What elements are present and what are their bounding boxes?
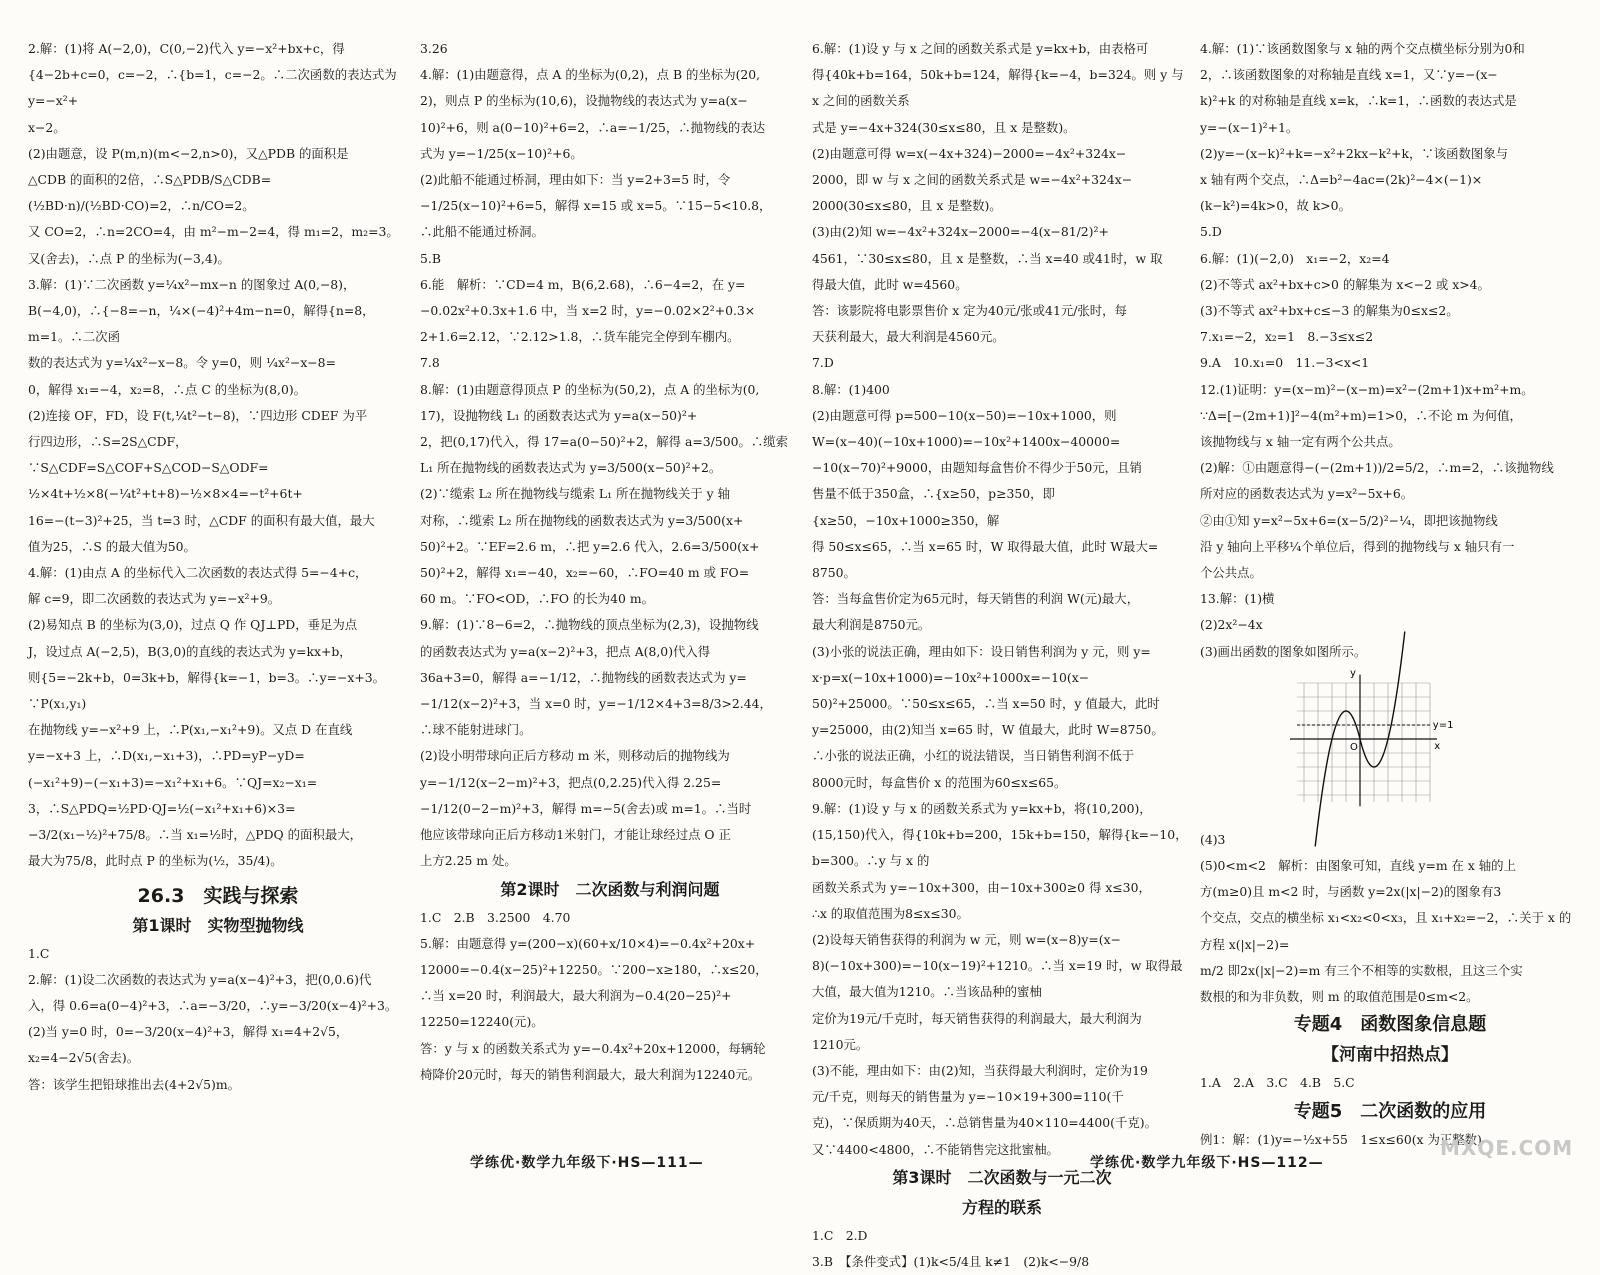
answer-line: 10)²+6，则 a(0−10)²+6=2，∴a=−1/25，∴抛物线的表达 (420, 119, 766, 135)
answer-line: 6.解：(1)设 y 与 x 之间的函数关系式是 y=kx+b，由表格可 (812, 41, 1149, 56)
answer-line: 1.C 2.D (812, 1227, 868, 1243)
section-heading: 专题4 函数图象信息题 (1293, 1014, 1487, 1036)
answer-line: (15,150)代入，得{10k+b=200，15k+b=150，解得{k=−10，b=300。∴y 与 x 的 (812, 827, 1188, 869)
answer-line: 1.A 2.A 3.C 4.B 5.C (1200, 1075, 1355, 1091)
answer-line: 上方2.25 m 处。 (420, 853, 517, 869)
answer-line: (3)不能，理由如下：由(2)知，当获得最大利润时，定价为19 (812, 1062, 1148, 1078)
answer-line: 2)，则点 P 的坐标为(10,6)，设抛物线的表达式为 y=a(x− (420, 93, 748, 109)
answer-line: B(−4,0)，∴{−8=−n，¼×(−4)²+4m−n=0，解得{n=8，m=1。∴二次函 (28, 303, 375, 345)
answer-line: W=(x−40)(−10x+1000)=−10x²+1400x−40000= (812, 434, 1121, 450)
answer-line: ∵Δ=[−(2m+1)]²−4(m²+m)=1>0，∴不论 m 为何值， (1200, 407, 1522, 423)
answer-line: 最大为75/8，此时点 P 的坐标为(½，35/4)。 (28, 853, 283, 869)
answer-line: 4.解：(1)由点 A 的坐标代入二次函数的表达式得 5=−4+c， (28, 565, 368, 581)
answer-line: 8.解：(1)由题意得顶点 P 的坐标为(50,2)，点 A 的坐标为(0, (420, 381, 760, 397)
answer-line: 8750。 (812, 565, 856, 581)
answer-line: 2，把(0,17)代入，得 17=a(0−50)²+2，解得 a=3/500。∴缆索 (420, 434, 789, 450)
answer-line: (3)由(2)知 w=−4x²+324x−2000=−4(x−81/2)²+ (812, 224, 1109, 240)
answer-line: (3)画出函数的图象如图所示。 (1200, 643, 1367, 659)
graph-y-label: y (1350, 667, 1356, 679)
answer-line: −10(x−70)²+9000，由题知每盒售价不得少于50元，且销 (812, 460, 1142, 476)
answer-line: (2)∵缆索 L₂ 所在抛物线与缆索 L₁ 所在抛物线关于 y 轴 (420, 486, 730, 502)
answer-line: 3，∴S△PDQ=½PD·QJ=½(−x₁²+x₁+6)×3= (28, 800, 296, 816)
answer-line: 4.解：(1)∵该函数图象与 x 轴的两个交点横坐标分别为0和 (1200, 41, 1525, 56)
answer-line: 0，解得 x₁=−4，x₂=8，∴点 C 的坐标为(8,0)。 (28, 381, 307, 397)
answer-line: 5.解：由题意得 y=(200−x)(60+x/10×4)=−0.4x²+20x+ (420, 935, 756, 951)
answer-line: (k−k²)=4k>0，故 k>0。 (1200, 198, 1351, 214)
answer-line: 在抛物线 y=−x²+9 上，∴P(x₁,−x₁²+9)。又点 D 在直线 (28, 722, 353, 738)
graph-line-label: y=1 (1432, 719, 1454, 731)
answer-line: 3.B 【条件变式】(1)k<5/4且 k≠1 (2)k<−9/8 (812, 1253, 1090, 1269)
answer-line: 式为 y=−1/25(x−10)²+6。 (420, 145, 583, 161)
section-heading: 【河南中招热点】 (1322, 1045, 1458, 1066)
answer-line: 1.C (28, 945, 50, 961)
answer-line: (2)由题意可得 w=x(−4x+324)−2000=−4x²+324x− (812, 145, 1127, 161)
watermark: MXQE.COM (1440, 1136, 1574, 1160)
answer-line: 他应该带球向正后方移动1米射门，才能让球经过点 O 正 (420, 827, 731, 843)
answer-line: (5)0<m<2 解析：由图象可知，直线 y=m 在 x 轴的上 (1200, 858, 1516, 874)
answer-line: 6.解：(1)(−2,0) x₁=−2，x₂=4 (1200, 250, 1390, 266)
section-heading: 第3课时 二次函数与一元二次 (892, 1167, 1112, 1187)
answer-line: 椅降价20元时，每天的销售利润最大，最大利润为12240元。 (420, 1066, 761, 1082)
answer-line: 数的表达式为 y=¼x²−x−8。令 y=0，则 ¼x²−x−8= (28, 355, 336, 371)
answer-line: 值为25，∴S 的最大值为50。 (28, 538, 196, 554)
answer-line: 又(舍去)，∴点 P 的坐标为(−3,4)。 (28, 250, 230, 266)
answer-line: 个交点，交点的横坐标 x₁<x₂<0<x₃，且 x₁+x₂=−2，∴关于 x 的方程 x(|x|−2)= (1200, 910, 1572, 952)
answer-line: 9.A 10.x₁=0 11.−3<x<1 (1200, 355, 1370, 371)
answer-line: 入，得 0.6=a(0−4)²+3，∴a=−3/20，∴y=−3/20(x−4)²+3。 (28, 997, 398, 1013)
answer-line: 得最大值，此时 w=4560。 (812, 276, 968, 292)
answer-line: 7.x₁=−2，x₂=1 8.−3≤x≤2 (1200, 329, 1374, 345)
answer-line: x 轴有两个交点，∴Δ=b²−4ac=(2k)²−4×(−1)× (1200, 172, 1483, 188)
answer-line: 得 50≤x≤65，∴当 x=65 时，W 取得最大值，此时 W最大= (812, 538, 1159, 554)
answer-line: 又∵4400<4800，∴不能销售完这批蜜柚。 (812, 1141, 1059, 1157)
answer-line: 所对应的函数表达式为 y=x²−5x+6。 (1200, 486, 1414, 502)
answer-line: 对称，∴缆索 L₂ 所在抛物线的函数表达式为 y=3/500(x+ (420, 512, 744, 528)
answer-line: k)²+k 的对称轴是直线 x=k，∴k=1，∴函数的表达式是 (1200, 93, 1517, 109)
answer-line: 50)²+25000。∵50≤x≤65，∴当 x=50 时，y 值最大，此时 (812, 696, 1160, 712)
function-graph (1280, 667, 1470, 821)
answer-line: 12250=12240(元)。 (420, 1014, 544, 1030)
answer-line: ∴此船不能通过桥洞。 (420, 224, 544, 240)
answer-line: 售量不低于350盒，∴{x≥50，p≥350，即{x≥50，−10x+1000≥350，解 (812, 486, 1055, 528)
answer-line: J，设过点 A(−2,5)，B(3,0)的直线的表达式为 y=kx+b， (28, 643, 352, 659)
page-footer-right: 学练优·数学九年级下·HS—112— (1090, 1155, 1324, 1171)
answer-line: ②由①知 y=x²−5x+6=(x−5/2)²−¼，即把该抛物线 (1200, 512, 1498, 528)
answer-line: 7.8 (420, 355, 440, 371)
answer-line: 4561，∵30≤x≤80，且 x 是整数，∴当 x=40 或41时，w 取 (812, 250, 1163, 266)
answer-line: 2000(30≤x≤80，且 x 是整数)。 (812, 198, 1002, 214)
answer-line: 定价为19元/千克时，每天销售获得的利润最大，最大利润为 (812, 1010, 1142, 1026)
answer-line: 答：该影院将电影票售价 x 定为40元/张或41元/张时，每 (812, 303, 1127, 319)
answer-line: y=−1/12(x−2−m)²+3，把点(0,2.25)代入得 2.25= (420, 774, 722, 790)
answer-line: −3/2(x₁−½)²+75/8。∴当 x₁=½时，△PDQ 的面积最大， (28, 827, 362, 843)
answer-line: (2)y=−(x−k)²+k=−x²+2kx−k²+k，∵该函数图象与 (1200, 145, 1509, 161)
answer-line: 方(m≥0)且 m<2 时，与函数 y=2x(|x|−2)的图象有3 (1200, 884, 1502, 900)
section-heading: 专题5 二次函数的应用 (1293, 1100, 1487, 1122)
answer-line: ∴小张的说法正确，小红的说法错误，当日销售利润不低于 (812, 748, 1135, 764)
graph-origin-label: O (1350, 741, 1358, 753)
answer-line: 2+1.6=2.12，∵2.12>1.8，∴货车能完全停到车棚内。 (420, 329, 740, 345)
answer-line: 元/千克，则每天的销售量为 y=−10×19+300=110(千 (812, 1089, 1124, 1105)
answer-line: 5.B (420, 250, 441, 266)
answer-line: 60 m。∵FO<OD，∴FO 的长为40 m。 (420, 591, 654, 607)
answer-line: ∴当 x=20 时，利润最大，最大利润为−0.4(20−25)²+ (420, 988, 732, 1004)
answer-line: (2)当 y=0 时，0=−3/20(x−4)²+3，解得 x₁=4+2√5， (28, 1024, 349, 1040)
answer-line: ∴球不能射进球门。 (420, 722, 532, 738)
answer-line: m/2 即2x(|x|−2)=m 有三个不相等的实数根，且这三个实 (1200, 962, 1523, 978)
answer-line: 函数关系式为 y=−10x+300，由−10x+300≥0 得 x≤30， (812, 879, 1151, 895)
answer-line: −1/12(x−2)²+3，当 x=0 时，y=−1/12×4+3=8/3>2.44， (420, 696, 772, 712)
answer-line: ½×4t+½×8(−¼t²+t+8)−½×8×4=−t²+6t+ (28, 486, 303, 502)
answer-line: −0.02x²+0.3x+1.6 中，当 x=2 时，y=−0.02×2²+0.3× (420, 303, 756, 319)
answer-line: 16=−(t−3)²+25，当 t=3 时，△CDF 的面积有最大值，最大 (28, 512, 375, 528)
section-heading: 方程的联系 (961, 1197, 1042, 1217)
answer-line: 8000元时，每盒售价 x 的范围为60≤x≤65。 (812, 774, 1067, 790)
answer-line: 2.解：(1)将 A(−2,0)，C(0,−2)代入 y=−x²+bx+c，得 (28, 41, 345, 56)
answer-column-3 (812, 36, 1192, 1269)
answer-line: (2)解：①由题意得−(−(2m+1))/2=5/2，∴m=2，∴该抛物线 (1200, 460, 1554, 476)
answer-line: (2)不等式 ax²+bx+c>0 的解集为 x<−2 或 x>4。 (1200, 276, 1490, 292)
section-heading: 第1课时 实物型抛物线 (132, 915, 304, 935)
answer-line: 该抛物线与 x 轴一定有两个公共点。 (1200, 434, 1401, 450)
answer-line: 8)(−10x+300)=−10(x−19)²+1210。∴当 x=19 时，w 取得最大值，最大值为1210。∴当该品种的蜜柚 (812, 958, 1183, 1000)
answer-column-1 (28, 36, 408, 1108)
answer-line: (2)此船不能通过桥洞，理由如下：当 y=2+3=5 时，令 (420, 172, 731, 188)
answer-line: 解 c=9，即二次函数的表达式为 y=−x²+9。 (28, 591, 281, 607)
answer-line: 36a+3=0，解得 a=−1/12，∴抛物线的函数表达式为 y= (420, 669, 747, 685)
answer-line: 行四边形，∴S=2S△CDF，∵S△CDF=S△COF+S△COD−S△ODF= (28, 434, 269, 476)
answer-line: −1/25(x−10)²+6=5，解得 x=15 或 x=5。∵15−5<10.8， (420, 198, 772, 214)
answer-line: 2.解：(1)设二次函数的表达式为 y=a(x−4)²+3，把(0,0.6)代 (28, 971, 372, 987)
answer-line: (2)设小明带球向正后方移动 m 米，则移动后的抛物线为 (420, 748, 730, 764)
graph-x-label: x (1434, 740, 1441, 752)
answer-line: 答：当每盒售价定为65元时，每天销售的利润 W(元)最大， (812, 591, 1140, 607)
answer-line: 天获利最大，最大利润是4560元。 (812, 329, 1005, 345)
answer-line: 的函数表达式为 y=a(x−2)²+3，把点 A(8,0)代入得 (420, 643, 711, 659)
answer-line: 50)²+2。∵EF=2.6 m，∴把 y=2.6 代入，2.6=3/500(x+ (420, 538, 760, 554)
answer-line: (2)连接 OF，FD，设 F(t,¼t²−t−8)，∵四边形 CDEF 为平 (28, 407, 368, 423)
answer-line: 3.解：(1)∵二次函数 y=¼x²−mx−n 的图象过 A(0,−8)， (28, 276, 356, 292)
answer-line: {4−2b+c=0，c=−2，∴{b=1，c=−2。∴二次函数的表达式为 y=−x²+ (28, 67, 397, 109)
answer-line: (2)设每天销售获得的利润为 w 元，则 w=(x−8)y=(x− (812, 931, 1121, 947)
answer-line: 50)²+2，解得 x₁=−40，x₂=−60，∴FO=40 m 或 FO= (420, 565, 750, 581)
answer-line: −1/12(0−2−m)²+3，解得 m=−5(舍去)或 m=1。∴当时 (420, 800, 752, 816)
answer-line: 9.解：(1)∵8−6=2，∴抛物线的顶点坐标为(2,3)，设抛物线 (420, 617, 759, 633)
answer-line: (2)由题意，设 P(m,n)(m<−2,n>0)，又△PDB 的面积是 (28, 145, 349, 161)
answer-line: y=−(x−1)²+1。 (1200, 119, 1299, 135)
answer-line: 数根的和为非负数，则 m 的取值范围是0≤m<2。 (1200, 989, 1479, 1005)
answer-line: (−x₁²+9)−(−x₁+3)=−x₁²+x₁+6。∵QJ=x₂−x₁= (28, 774, 318, 790)
answer-line: 9.解：(1)设 y 与 x 的函数关系式为 y=kx+b，将(10,200)， (812, 800, 1152, 816)
answer-line: y=−x+3 上，∴D(x₁,−x₁+3)，∴PD=yP−yD= (28, 748, 305, 764)
answer-line: 例1：解：(1)y=−½x+55 1≤x≤60(x 为正整数) (1200, 1131, 1482, 1147)
answer-line: ∴x 的取值范围为8≤x≤30。 (812, 905, 969, 921)
answer-line: x−2。 (28, 119, 66, 135)
answer-line: 最大利润是8750元。 (812, 617, 931, 633)
answer-line: (4)3 (1200, 831, 1226, 847)
answer-column-4 (1200, 36, 1580, 1147)
answer-line: 12.(1)证明：y=(x−m)²−(x−m)=x²−(2m+1)x+m²+m。 (1200, 381, 1534, 397)
answer-line: 5.D (1200, 224, 1222, 240)
answer-line: x·p=x(−10x+1000)=−10x²+1000x=−10(x− (812, 669, 1090, 685)
answer-column-2 (420, 36, 800, 1108)
answer-line: (3)不等式 ax²+bx+c≤−3 的解集为0≤x≤2。 (1200, 303, 1459, 319)
answer-line: 1.C 2.B 3.2500 4.70 (420, 909, 571, 925)
answer-line: 7.D (812, 355, 834, 371)
answer-line: 式是 y=−4x+324(30≤x≤80，且 x 是整数)。 (812, 119, 1076, 135)
answer-line: 答：该学生把铅球推出去(4+2√5)m。 (28, 1076, 241, 1092)
answer-line: 4.解：(1)由题意得，点 A 的坐标为(0,2)，点 B 的坐标为(20, (420, 67, 761, 83)
page-footer-left: 学练优·数学九年级下·HS—111— (470, 1155, 704, 1171)
answer-line: 3.26 (420, 41, 448, 56)
answer-line: (2)由题意可得 p=500−10(x−50)=−10x+1000，则 (812, 407, 1117, 423)
answer-line: 12000=−0.4(x−25)²+12250。∵200−x≥180，∴x≤20， (420, 961, 768, 977)
answer-line: 克)，∵保质期为40天，∴总销售量为40×110=4400(千克)。 (812, 1115, 1158, 1131)
answer-line: 2000，即 w 与 x 之间的函数关系式是 w=−4x²+324x− (812, 172, 1133, 188)
answer-line: 沿 y 轴向上平移¼个单位后，得到的抛物线与 x 轴只有一 (1200, 538, 1515, 554)
answer-line: L₁ 所在抛物线的函数表达式为 y=3/500(x−50)²+2。 (420, 460, 722, 476)
answer-line: 答：y 与 x 的函数关系式为 y=−0.4x²+20x+12000，每辆轮 (420, 1040, 766, 1056)
answer-line: △CDB 的面积的2倍，∴S△PDB/S△CDB=(½BD·n)/(½BD·CO)=2，∴n/CO=2。 (28, 172, 272, 214)
answer-line: 13.解：(1)横 (1200, 591, 1275, 607)
answer-line: (3)小张的说法正确，理由如下：设日销售利润为 y 元，则 y= (812, 643, 1151, 659)
answer-line: 1210元。 (812, 1036, 869, 1052)
answer-line: y=25000，由(2)知当 x=65 时，W 值最大，此时 W=8750。 (812, 722, 1164, 738)
answer-line: 个公共点。 (1200, 565, 1262, 581)
answer-line: 2，∴该函数图象的对称轴是直线 x=1，又∵y=−(x− (1200, 67, 1498, 83)
answer-line: x₂=4−2√5(舍去)。 (28, 1050, 140, 1066)
answer-line: 17)，设抛物线 L₁ 的函数表达式为 y=a(x−50)²+ (420, 407, 698, 423)
answer-line: 6.能 解析：∵CD=4 m，B(6,2.68)，∴6−4=2，在 y= (420, 276, 746, 292)
section-heading: 第2课时 二次函数与利润问题 (500, 879, 720, 899)
answer-line: 得{40k+b=164，50k+b=124，解得{k=−4，b=324。则 y 与 x 之间的函数关系 (812, 67, 1184, 109)
section-heading: 26.3 实践与探索 (137, 884, 299, 907)
answer-line: 又 CO=2，∴n=2CO=4，由 m²−m−2=4，得 m₁=2，m₂=3。 (28, 224, 399, 240)
answer-line: (2)易知点 B 的坐标为(3,0)，过点 Q 作 QJ⊥PD，垂足为点 (28, 617, 358, 633)
answer-line: 8.解：(1)400 (812, 381, 890, 397)
answer-line: (2)2x²−4x (1200, 617, 1263, 633)
answer-line: 则{5=−2k+b，0=3k+b，解得{k=−1，b=3。∴y=−x+3。∵P(x₁,y₁) (28, 669, 385, 712)
